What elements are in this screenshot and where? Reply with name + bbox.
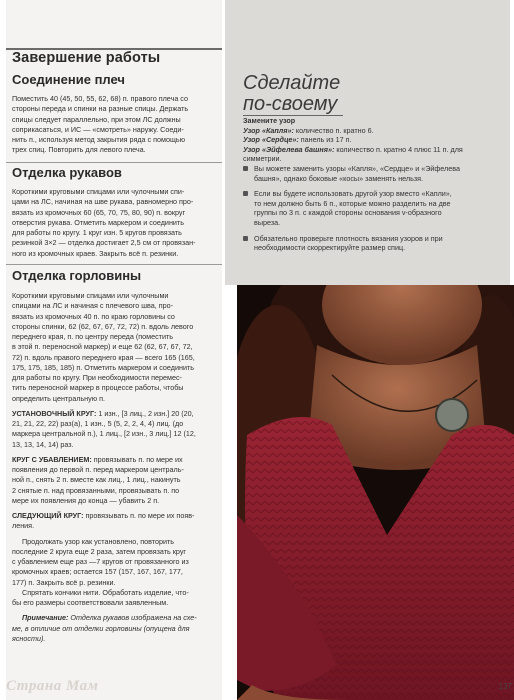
text-line: кромочных краев; остается 157 (157, 167, 167, 177, — [12, 567, 183, 577]
pattern-label: Узор «Капля»: — [243, 125, 294, 135]
sleeves-heading: Отделка рукавов — [12, 165, 122, 180]
text-line: Короткими круговыми спицами или чулочными спи- — [12, 187, 185, 196]
next-round-label: СЛЕДУЮЩИЙ КРУГ: — [12, 511, 84, 520]
text-line: последние 2 круга еще 2 раза, затем провязать круг — [12, 546, 187, 556]
bullet-icon — [243, 236, 248, 241]
neck-heading: Отделка горловины — [12, 268, 142, 283]
page-number: 137 — [498, 682, 512, 691]
text-line: определить центральную п. — [12, 393, 105, 403]
text-line: резинкой 3×2 — отделка достигает 2,5 см от провязан- — [12, 238, 196, 248]
text-line: появления до первой п. перед маркером централь- — [12, 465, 184, 474]
pattern-text: количество п. кратно 4 плюс 11 п. для — [334, 144, 463, 154]
text-line: бы его размеры соответствовали заявленным. — [12, 598, 169, 607]
pendant — [436, 399, 468, 431]
bullet-line: то нем должно быть 6 п., которые можно разделить на две — [254, 198, 451, 208]
bullet-line: Если вы будете использовать другой узор вместо «Капли», — [254, 189, 452, 199]
sweater-illustration — [237, 285, 514, 700]
neck-text — [12, 291, 217, 644]
pattern-label: Узор «Эйфелева башня»: — [243, 144, 335, 154]
text-line: 13, 13, 14, 14) раз. — [12, 439, 74, 449]
bullet-line: Вы можете заменить узоры «Капля», «Сердце» и «Эйфелева — [254, 164, 460, 173]
text-line: Поместить 40 (45, 50, 55, 62, 68) п. правого плеча со — [12, 94, 188, 103]
section-divider — [6, 264, 222, 265]
bullet-line: необходимости скорректируйте размер спиц. — [254, 243, 406, 253]
tips-bullets — [243, 164, 505, 259]
bullet-icon — [243, 166, 248, 171]
text-line: нить п., используя метод закрытия ряда с помощью — [12, 135, 185, 144]
text-line: ления. — [12, 521, 35, 531]
text-line: тить переносной маркер в процессе работы, чтобы — [12, 383, 184, 393]
shoulder-heading: Соединение плеч — [12, 72, 125, 87]
text-line: Короткими круговыми спицами или чулочными — [12, 291, 169, 300]
tips-title-line: Сделайте — [243, 72, 341, 94]
text-line: для работы по кругу. 1 круг изн. 5 кругов провязать — [12, 228, 182, 237]
bullet-line: группы по 3 п. с каждой стороны основания v-образного — [254, 208, 442, 218]
text-line: спицами на ЛС и начиная с плечевого шва, про- — [12, 301, 174, 311]
text-line: 21, 21, 22, 22) раз(а), 1 изн., 5 (5, 2, 2, 4, 4) лиц. (до — [12, 419, 184, 428]
text-line: провязывать п. по мере их появ- — [83, 511, 195, 520]
text-line: в этой п. переносной маркер) и еще 62 (62, 67, 67, 72, — [12, 342, 193, 352]
text-line: 2 снятые п. над провязанными, провязывать п. по — [12, 485, 180, 495]
text-line: вязать из кромочных 60 (65, 70, 75, 80, 90) п. вокруг — [12, 207, 186, 217]
text-line: стороны спинки, 62 (62, 67, 67, 72, 72) п. вдоль левого — [12, 321, 194, 331]
bullet-icon — [243, 191, 248, 196]
setup-round-label: УСТАНОВОЧНЫЙ КРУГ: — [12, 408, 97, 418]
sleeves-text — [12, 187, 217, 259]
text-line: переднего края, п. по центру переда (поместить — [12, 332, 174, 341]
text-line: цами на ЛС, начиная на шве рукава, равномерно про- — [12, 197, 194, 207]
text-line: 175, 175, 185, 185) п. Отметить маркером и соединить — [12, 362, 194, 372]
replace-heading: Замените узор — [243, 116, 296, 125]
model-photo — [237, 285, 514, 700]
text-line: соприкасаться, и ИС — «смотреть» наружу. Соеди- — [12, 124, 184, 134]
decrease-round-label: КРУГ С УБАВЛЕНИЕМ: — [12, 454, 92, 464]
text-line: вязать из кромочных 40 п. по краю горловины со — [12, 311, 175, 321]
text-line: мере их появления до конца — убавить 2 п. — [12, 495, 160, 505]
bullet-line: выреза. — [254, 217, 281, 227]
text-line: Продолжать узор как установлено, повторить — [22, 536, 175, 546]
pattern-text: панель из 17 п. — [298, 135, 352, 145]
text-line: спицы следует параллельно, при этом ЛС должны — [12, 114, 181, 124]
text-line: Отделка рукавов изображена на схе- — [68, 613, 197, 623]
text-line: маркера центральной п.), 1 лиц., [2 изн., 3 лиц.] 12 (12, — [12, 429, 196, 439]
text-line: трех спиц. Повторить для левого плеча. — [12, 145, 146, 155]
tips-box — [225, 0, 510, 285]
pattern-label: Узор «Сердце»: — [243, 135, 299, 145]
section-title: Завершение работы — [12, 50, 161, 66]
text-line: 1 изн., [3 лиц., 2 изн.] 20 (20, — [96, 408, 194, 418]
instructions-column — [6, 0, 222, 700]
note-label: Примечание: — [22, 613, 69, 623]
sidebar-column — [225, 0, 514, 700]
pattern-text: количество п. кратно 6. — [293, 125, 374, 135]
bullet-item — [243, 189, 505, 227]
bullet-item — [243, 164, 505, 183]
text-line: отверстия рукава. Отметить маркером и соединить — [12, 217, 184, 227]
text-line: ного из кромочных краев. Закрыть всё п. резинки. — [12, 248, 179, 258]
text-line: стороны переда и спинки на разные спицы. Держать — [12, 104, 189, 114]
text-line: с убавлением еще раз —7 кругов от провязанного из — [12, 557, 189, 566]
text-line: 72) п. вдоль правого переднего края — всего 165 (165, — [12, 352, 195, 362]
section-divider — [6, 162, 222, 163]
text-line: для работы по кругу. При необходимости перемес- — [12, 373, 182, 382]
shoulder-text — [12, 94, 217, 156]
bullet-line: Обязательно проверьте плотность вязания узоров и при — [254, 233, 443, 243]
pattern-list — [243, 116, 505, 164]
text-line: Спрятать кончики нити. Обработать изделие, что- — [22, 587, 189, 597]
tips-title — [243, 73, 443, 116]
site-watermark: Страна Мам — [6, 678, 99, 694]
text-line: ной п., снять 2 п. вместе как лиц., 1 лиц., накинуть — [12, 475, 181, 485]
text-line: ме, в отличие от отделки горловины (опущена для — [12, 623, 190, 633]
text-line: 177) п. Закрыть всё р. резинки. — [12, 577, 116, 587]
bullet-line: башня», однако боковые «косы» заменять нельзя. — [254, 173, 424, 183]
text-line: провязывать п. по мере их — [91, 454, 183, 464]
bullet-item — [243, 234, 505, 253]
tips-title-line: по-своему — [243, 94, 343, 116]
pattern-text: симметрии. — [243, 154, 282, 164]
text-line: ясности). — [12, 633, 46, 643]
